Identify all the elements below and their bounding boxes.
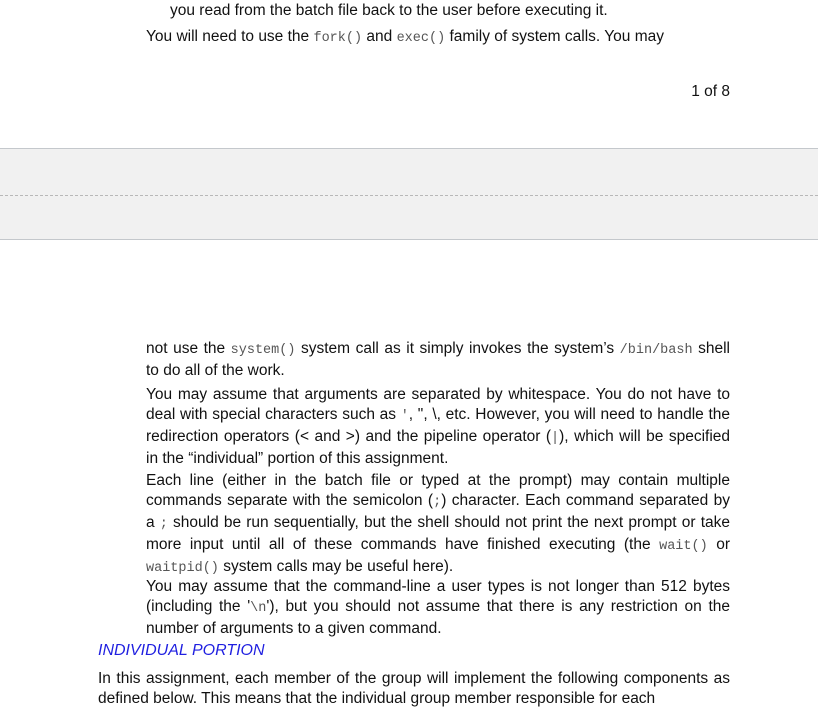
code-wait: wait() [659, 539, 708, 554]
page-number: 1 of 8 [691, 83, 730, 100]
text: , etc. However, you will need to handle the redirection operators ( [146, 406, 730, 445]
code-newline: \n [250, 601, 267, 616]
paragraph-fork-exec [146, 27, 746, 49]
text: , [408, 406, 418, 423]
text: ) character. Each command separated by a [146, 492, 730, 531]
text: You may assume that the command-line a user types is not longer than 512 bytes (including the ' [146, 578, 730, 615]
code-semicolon: ; [433, 495, 442, 510]
code-system: system() [230, 343, 296, 358]
char: < [299, 428, 309, 445]
section-heading: INDIVIDUAL PORTION [98, 642, 265, 659]
text: ) and the pipeline operator ( [354, 428, 552, 445]
text-line: you read from the batch file back to the user before executing it. [170, 2, 608, 19]
text: not use the [146, 340, 231, 357]
page-break-divider [0, 195, 818, 196]
text: or [707, 536, 730, 553]
char: " [417, 406, 424, 423]
paragraph-command-length [146, 577, 730, 639]
page-gap [0, 148, 818, 240]
code-pipe: | [551, 431, 560, 446]
text: '), but you should not assume that there is any restriction on the number of arguments to a given command. [146, 598, 730, 637]
paragraph-arguments [146, 385, 730, 469]
char: \ [432, 406, 437, 423]
code-char: ' [400, 409, 409, 424]
code-fork: fork() [313, 31, 363, 46]
text: should be run sequentially, but the shell should not print the next prompt or take more input until all of these commands have finished executing (the [146, 514, 730, 553]
char: > [345, 428, 355, 445]
text: system calls may be useful here). [218, 558, 454, 575]
text: You may assume that arguments are separated by whitespace. You do not have to deal with special characters such as [146, 386, 730, 423]
text: system call as it simply invokes the system’s [295, 340, 620, 357]
code-waitpid: waitpid() [146, 561, 219, 576]
code-semicolon: ; [159, 517, 168, 532]
code-bin-bash: /bin/bash [619, 343, 693, 358]
text: You will need to use the [146, 28, 314, 45]
text: and [362, 28, 397, 45]
text: shell to do all of the work. [146, 340, 730, 379]
paragraph-system-call [146, 339, 730, 381]
text: family of system calls. You may [445, 28, 664, 45]
text: and [309, 428, 346, 445]
paragraph-semicolon [146, 471, 730, 579]
code-exec: exec() [396, 31, 446, 46]
text: , [423, 406, 433, 423]
text: ), which will be specified in the “individual” portion of this assignment. [146, 428, 731, 467]
text: Each line (either in the batch file or typed at the prompt) may contain multiple commands separate with the semicolon ( [146, 472, 730, 509]
paragraph-individual: In this assignment, each member of the group will implement the following components as defined below. This means that the individual group member responsible for each [98, 670, 730, 707]
